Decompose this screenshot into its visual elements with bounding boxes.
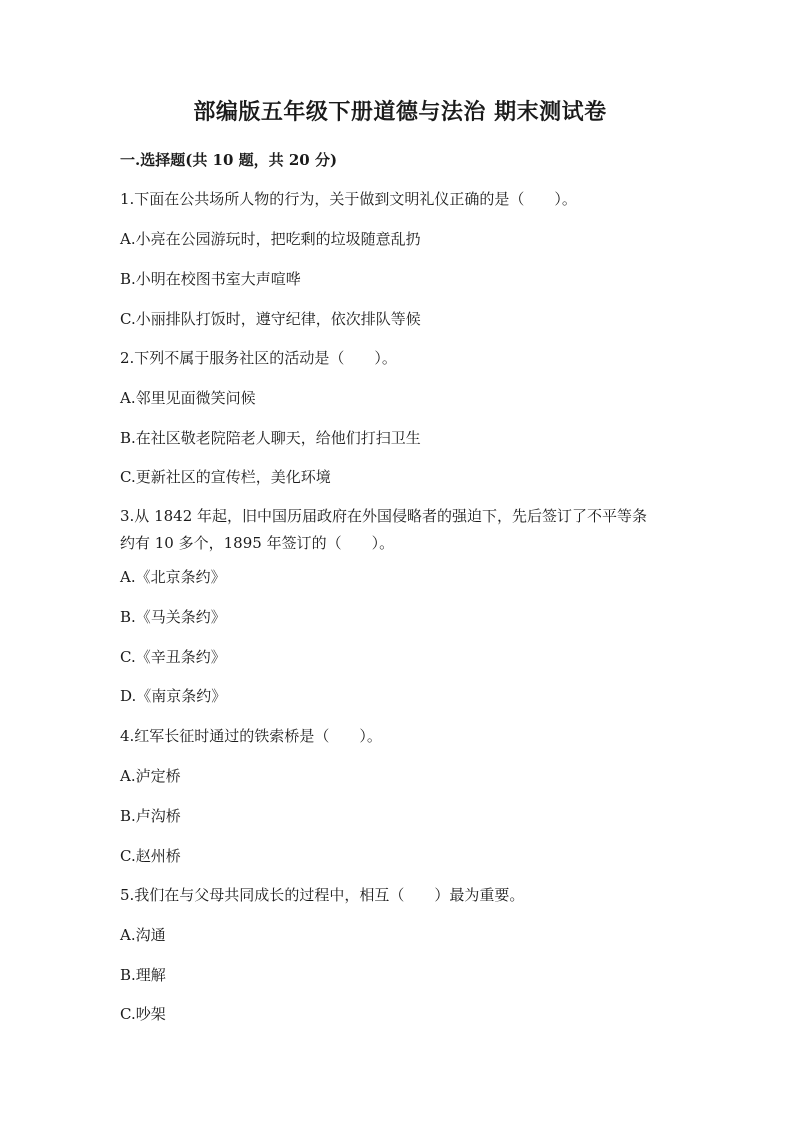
question-1-option-b: B.小明在校图书室大声喧哗 (120, 270, 301, 288)
question-5-option-a: A.沟通 (120, 926, 166, 944)
question-1-stem: 1.下面在公共场所人物的行为，关于做到文明礼仪正确的是（ ）。 (120, 190, 577, 208)
question-1-option-c: C.小丽排队打饭时，遵守纪律，依次排队等候 (120, 310, 421, 328)
question-2-option-b: B.在社区敬老院陪老人聊天，给他们打扫卫生 (120, 429, 421, 447)
question-3-stem-line-2: 约有 10 多个，1895 年签订的（ ）。 (120, 534, 395, 552)
question-4-option-c: C.赵州桥 (120, 847, 181, 865)
question-5-option-b: B.理解 (120, 966, 166, 984)
question-3-option-d: D.《南京条约》 (120, 687, 227, 705)
question-5-stem: 5.我们在与父母共同成长的过程中，相互（ ）最为重要。 (120, 886, 525, 904)
section-heading: 一.选择题(共 10 题，共 20 分) (120, 151, 338, 169)
question-3-stem (120, 503, 680, 557)
question-2-option-c: C.更新社区的宣传栏，美化环境 (120, 468, 331, 486)
question-2-option-a: A.邻里见面微笑问候 (120, 389, 256, 407)
question-3-option-c: C.《辛丑条约》 (120, 648, 226, 666)
question-3-option-b: B.《马关条约》 (120, 608, 226, 626)
question-5-option-c: C.吵架 (120, 1005, 166, 1023)
question-1-option-a: A.小亮在公园游玩时，把吃剩的垃圾随意乱扔 (120, 230, 421, 248)
question-4-option-a: A.泸定桥 (120, 767, 181, 785)
question-3-option-a: A.《北京条约》 (120, 568, 226, 586)
question-4-option-b: B.卢沟桥 (120, 807, 181, 825)
question-2-stem: 2.下列不属于服务社区的活动是（ ）。 (120, 349, 397, 367)
question-4-stem: 4.红军长征时通过的铁索桥是（ ）。 (120, 727, 382, 745)
question-3-stem-line-1: 3.从 1842 年起，旧中国历届政府在外国侵略者的强迫下，先后签订了不平等条 (120, 507, 648, 525)
document-title: 部编版五年级下册道德与法治 期末测试卷 (193, 99, 607, 125)
